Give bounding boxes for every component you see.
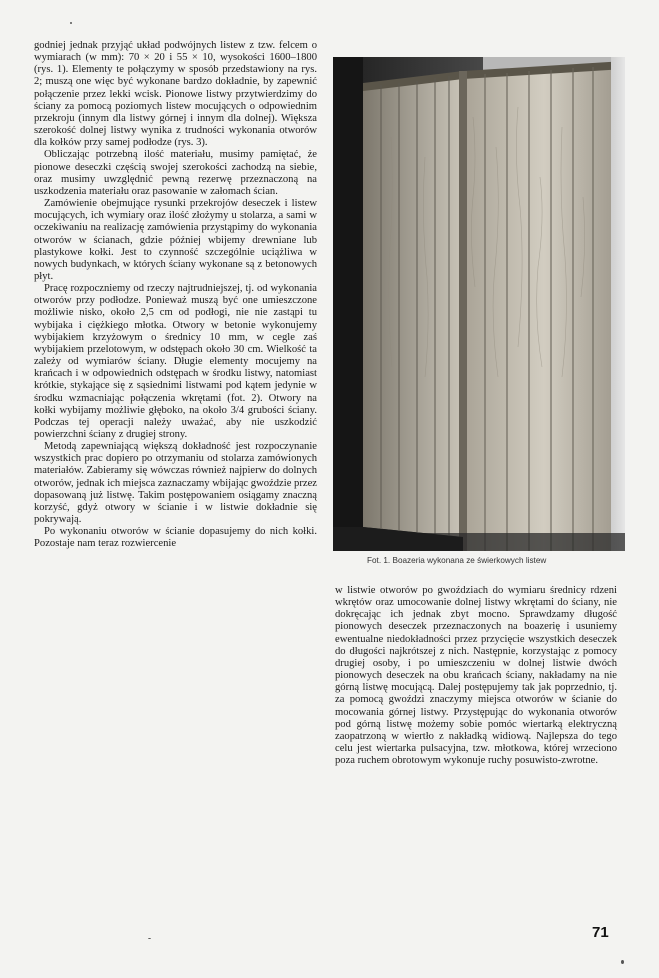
page-number: 71 [592,924,609,941]
right-text-column [335,585,617,767]
photo-caption: Fot. 1. Boazeria wykonana ze świerkowych listew [367,556,547,565]
paragraph: Obliczając potrzebną ilość materiału, musimy pamiętać, że pionowe deseczki częścią swojej szerokości zachodzą na siebie, oraz musimy uwzględnić pewną rezerwę przeznaczoną na uszkodzenia materiału oraz pasowanie w załomach ścian. [34,149,317,197]
paragraph: Pracę rozpoczniemy od rzeczy najtrudniejszej, tj. od wykonania otworów przy podłodze. Ponieważ muszą być one umieszczone możliwie nisko, około 2,5 cm od podłogi, nie nie zastąpi tu wybijaka i ciężkiego młotka. Otwory w betonie wykonujemy wybijakiem krzyżowym o średnicy 10 mm, w cegle zaś wybijakiem przelotowym, w odstępach około 30 cm. Wielkość ta zależy od wymiarów ściany. Długie elementy mocujemy na krańcach i w odpowiednich odstępach w środku listwy, natomiast krótkie, stykające się z sąsiednimi listwami pod kątem jedynie w środku wzmacniając połączenia wkrętami (fot. 2). Otwory na kołki wybijamy możliwie głęboko, na około 3/4 grubości ściany. Podczas tej operacji należy uważać, aby nie uszkodzić powierzchni ściany z drugiej strony. [34,283,317,440]
scan-speck [70,22,72,24]
left-text-column [34,40,317,551]
paragraph: godniej jednak przyjąć układ podwójnych listew z tzw. felcem o wymiarach (w mm): 70 × 20 i 55 × 10, wysokości 1600–1800 (rys. 1). Elementy te połączymy w sposób przedstawiony na rys. 2; muszą one więc być wykonane bardzo dokładnie, by zapewnić połączenie przez lekki wcisk. Pionowe listwy przytwierdzimy do ściany za pomocą poziomych listew mocujących o odpowiednim przekroju (innym dla listwy górnej i innym dla dolnej). Większa szerokość dolnej listwy wynika z trudności wykonania otworów dla kołków przy samej podłodze (rys. 3). [34,40,317,149]
paragraph: Zamówienie obejmujące rysunki przekrojów deseczek i listew mocujących, ich wymiary oraz ilość złożymy u stolarza, a sami w oczekiwaniu na realizację zamówienia przystąpimy do wykonania otworów w ścianach, gdzie później wbijemy drewniane lub plastykowe kołki. Jest to czynność szczególnie uciążliwa w nowych budynkach, w których ściany wykonane są z betonowych płyt. [34,198,317,282]
paragraph: Po wykonaniu otworów w ścianie dopasujemy do nich kołki. Pozostaje nam teraz rozwiercenie [34,526,317,550]
scan-speck [621,960,624,964]
paragraph: w listwie otworów po gwoździach do wymiaru średnicy rdzeni wkrętów oraz umocowanie dolnej listwy wkrętami do ściany, nie dokręcając ich jednak zbyt mocno. Sprawdzamy długość pionowych deseczek przeznaczonych na boazerię i usuniemy ewentualne niedokładności przez przycięcie wszystkich deseczek do długości najkrótszej z nich. Następnie, korzystając z pomocy drugiej osoby, i po umieszczeniu w dolnej listwie dwóch pionowych deseczek na obu krańcach ściany, nakładamy na nie górną listwę mocującą. Dalej postępujemy tak jak poprzednio, tj. za pomocą gwoździ znaczymy miejsca otworów w ścianie do mocowania górnej listwy. Przystępując do wykonania otworów pod górną listwę możemy sobie pomóc wiertarką elektryczną zaopatrzoną w wiertło z nakładką widiową. Najlepsza do tego celu jest wiertarka pulsacyjna, tzw. młotkowa, której wrzeciono poza ruchem obrotowym wykonuje ruchy posuwisto-zwrotne. [335,585,617,767]
paragraph: Metodą zapewniającą większą dokładność jest rozpoczynanie wszystkich prac dopiero po otrzymaniu od stolarza zamówionych materiałów. Zabieramy się wówczas również najpierw do dolnych otworów, jednak ich miejsca zaznaczamy wbijając gwoździe przez dopasowaną już listwę. Takim postępowaniem osiągamy znaczną korzyść, gdyż otwory w ścianie i w listwie dokładnie się pokrywają. [34,441,317,526]
wood-paneling-photo [333,57,625,551]
photo-illustration [333,57,625,551]
scan-speck [148,938,151,939]
